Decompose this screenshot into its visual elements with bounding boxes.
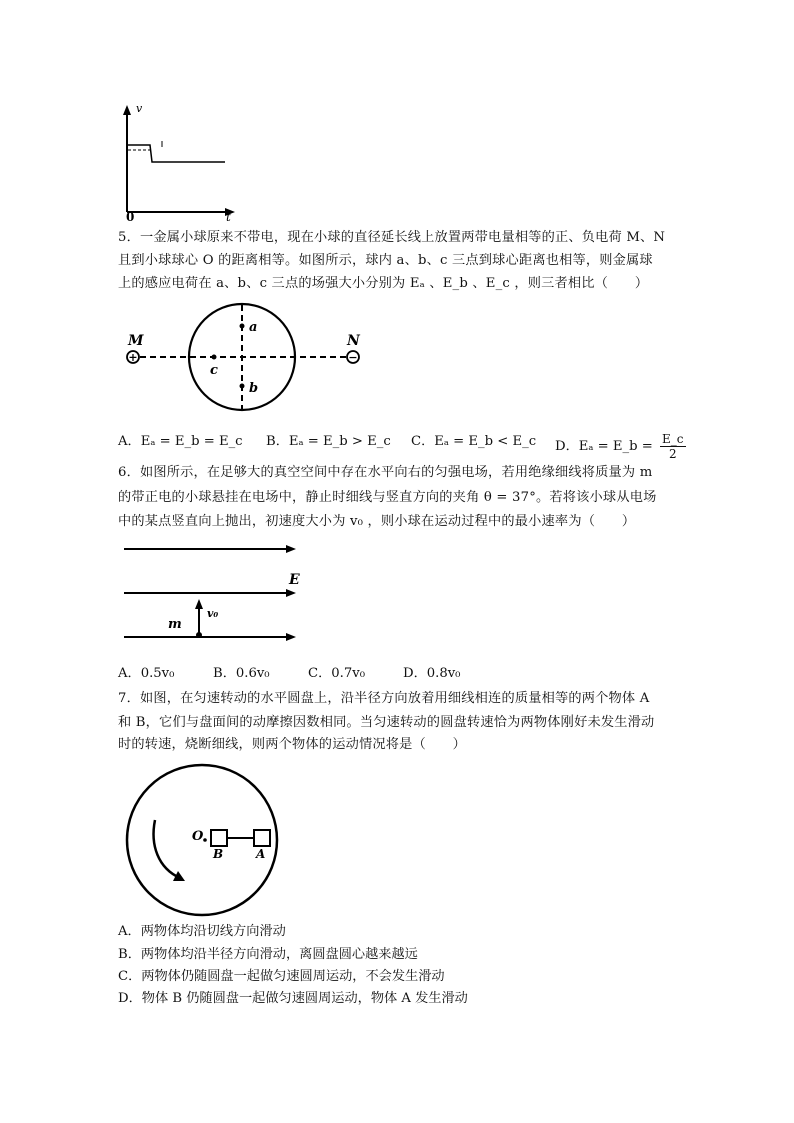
vt-curve [128,145,225,162]
label-m: M [128,333,144,349]
t-axis-label: t [226,210,231,222]
label-v0: v₀ [207,607,219,620]
field-arrow-3 [286,633,296,641]
point-a [240,324,245,329]
charge-n-sign: − [348,351,358,364]
q6-line-1: 6．如图所示，在足够大的真空空间中存在水平向右的匀强电场，若用绝缘细线将质量为 m [118,465,653,480]
q5-option-d-numerator: E_c [662,432,684,446]
v-axis-label: v [136,102,143,115]
label-n: N [347,333,360,349]
q7-line-1: 7．如图，在匀速转动的水平圆盘上，沿半径方向放着用细线相连的质量相等的两个物体 A [118,691,650,706]
rotation-arc [154,820,180,878]
q6-figure [118,535,318,647]
block-b [211,830,227,846]
q7-line-2: 和 B，它们与盘面间的动摩擦因数相同。当匀速转动的圆盘转速恰为两物体刚好未发生滑动 [118,715,655,730]
v-axis-arrow [123,105,131,115]
q5-option-d-prefix: D．Eₐ = E_b = [555,439,653,454]
q7-line-3: 时的转速，烧断细线，则两个物体的运动情况将是（ ） [118,737,467,752]
q6-option-c: C．0.7v₀ [308,666,365,681]
center-dot [203,838,207,842]
q7-option-d: D．物体 B 仍随圆盘一起做匀速圆周运动，物体 A 发生滑动 [118,991,468,1006]
q5-figure [118,302,378,414]
label-e: E [289,572,300,588]
q6-option-d: D．0.8v₀ [403,666,461,681]
q7-option-c: C．两物体仍随圆盘一起做匀速圆周运动，不会发生滑动 [118,969,445,984]
field-arrow-2 [286,589,296,597]
field-arrow-1 [286,545,296,553]
label-a: a [249,320,258,335]
q5-option-d [555,432,686,461]
point-c [212,355,217,360]
q7-option-b: B．两物体均沿半径方向滑动，离圆盘圆心越来越远 [118,947,418,962]
q6-line-2: 的带正电的小球悬挂在电场中，静止时细线与竖直方向的夹角 θ = 37°。若将该小球从电场 [118,490,657,505]
q5-line-2: 且到小球球心 O 的距离相等。如图所示，球内 a、b、c 三点到球心距离也相等，则金属球 [118,253,653,268]
velocity-arrow [195,599,203,609]
q6-line-3: 中的某点竖直向上抛出，初速度大小为 v₀ ，则小球在运动过程中的最小速率为（ ） [118,514,636,529]
label-b-block: B [213,847,224,861]
q5-line-1: 5．一金属小球原来不带电，现在小球的直径延长线上放置两带电量相等的正、负电荷 M、N [118,230,666,245]
vt-graph [112,100,242,222]
point-b [240,384,245,389]
q5-option-c: C．Eₐ = E_b < E_c [411,434,537,449]
q5-option-d-denominator: 2 [668,447,677,461]
q5-option-b: B．Eₐ = E_b > E_c [266,434,391,449]
label-m-mass: m [168,617,182,632]
label-o: O [192,829,204,844]
q5-option-a: A．Eₐ = E_b = E_c [118,434,243,449]
label-b: b [249,381,259,396]
origin-label: 0 [126,210,135,222]
charge-m-sign: + [128,351,138,364]
label-a-block: A [256,847,266,861]
q7-figure [122,760,282,920]
ball-m [196,632,202,638]
block-a [254,830,270,846]
q5-option-d-fraction [660,432,685,461]
q6-option-a: A．0.5v₀ [118,666,175,681]
q7-option-a: A．两物体均沿切线方向滑动 [118,924,286,939]
q6-option-b: B．0.6v₀ [213,666,270,681]
label-c: c [210,363,218,378]
q5-line-3: 上的感应电荷在 a、b、c 三点的场强大小分别为 Eₐ 、E_b 、E_c ，则三者相比（ ） [118,276,649,291]
